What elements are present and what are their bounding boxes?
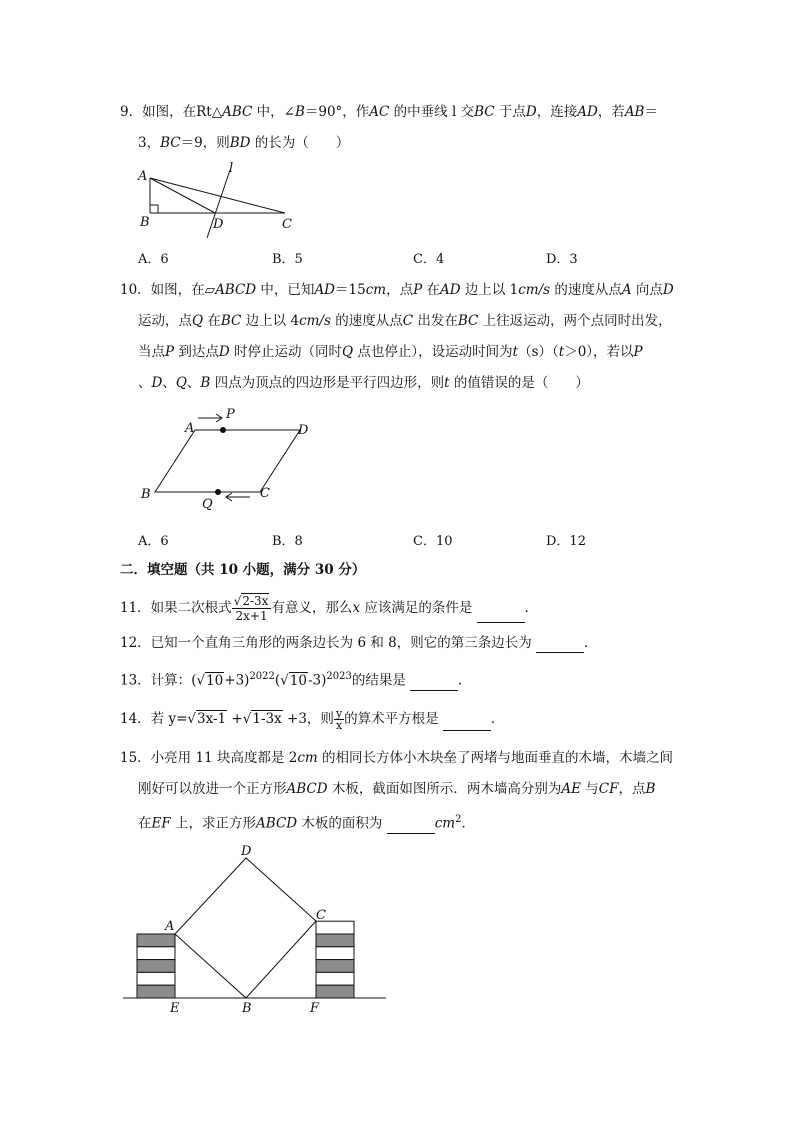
q9-line1: 9．如图，在Rt△ABC 中，∠B＝90°，作AC 的中垂线 l 交BC 于点D，连接AD，若AB＝ (120, 104, 658, 120)
q15-label-f: F (310, 1001, 320, 1016)
q13-answer-blank[interactable] (410, 676, 458, 691)
q11: 11．如果二次根式 $\frac{√2-3x}{2x+1}$ 有意义，那么x 应该满足的条件是 ． (120, 594, 539, 623)
q10-label-c: C (260, 486, 270, 501)
q12: 12．已知一个直角三角形的两条边长为 6 和 8，则它的第三条边长为 ． (120, 635, 598, 651)
q10-line1: 10．如图，在▱ABCD 中，已知AD＝15cm，点P 在AD 边上以 1cm/s 的速度从点A 向点D (120, 282, 674, 298)
q15-right-wall (316, 921, 354, 998)
q14-fraction: $\frac{y}{x}$ (335, 707, 343, 732)
q15-left-wall (137, 934, 175, 998)
q10-option-c[interactable]: C．10 (413, 534, 453, 549)
q9-label-d: D (213, 217, 224, 232)
q9-options (138, 248, 638, 268)
q9-line2: 3，BC＝9，则BD 的长为（ ） (138, 135, 350, 151)
q14: 14．若 y=√3x-1 +√1-3x +3，则 $\frac{y}{x}$ 的算术平方根是 ． (120, 707, 505, 732)
q10-figure (138, 402, 328, 514)
q12-answer-blank[interactable] (536, 638, 584, 653)
q9-option-c[interactable]: C．4 (413, 252, 445, 267)
q10-line2: 运动，点Q 在BC 边上以 4cm/s 的速度从点C 出发在BC 上往返运动，两个点同时出发， (138, 313, 672, 329)
q10-label-q: Q (202, 497, 213, 512)
q10-option-b[interactable]: B．8 (272, 534, 303, 549)
q10-options (138, 530, 638, 550)
q15-label-a: A (165, 919, 175, 934)
q9-label-b: B (140, 215, 150, 230)
q9-figure (130, 158, 300, 240)
q9-option-b[interactable]: B．5 (272, 252, 303, 267)
q9-label-l: l (229, 161, 234, 176)
q10-label-a: A (185, 421, 195, 436)
q15-line1: 15．小亮用 11 块高度都是 2cm 的相同长方体小木块垒了两堵与地面垂直的木墙，木墙之间 (120, 750, 673, 766)
q15-label-e: E (170, 1001, 180, 1016)
q15-line3: 在EF 上，求正方形ABCD 木板的面积为 $cm^2$． (138, 814, 475, 832)
q15-label-d: D (241, 844, 252, 859)
q15-figure (120, 838, 392, 1018)
q15-answer-blank[interactable] (387, 819, 435, 834)
q10-label-d: D (298, 423, 309, 438)
q9-option-d[interactable]: D．3 (546, 252, 578, 267)
q9-label-c: C (282, 217, 292, 232)
q15-label-c: C (316, 908, 326, 923)
q15-line2: 刚好可以放进一个正方形ABCD 木板，截面如图所示．两木墙高分别为AE 与CF，点B (138, 781, 656, 797)
q9-label-a: A (138, 169, 148, 184)
q14-answer-blank[interactable] (443, 716, 491, 731)
q15-label-b: B (242, 1001, 252, 1016)
q10-line3: 当点P 到达点D 时停止运动（同时Q 点也停止），设运动时间为t（s）（t＞0），若以P (138, 344, 643, 360)
q9-option-a[interactable]: A．6 (138, 252, 169, 267)
q10-option-a[interactable]: A．6 (138, 534, 169, 549)
q10-label-b: B (141, 487, 151, 502)
q11-fraction: $\frac{√2-3x}{2x+1}$ (232, 594, 272, 623)
q13: 13．计算：$(√10+3)^{2022}(√10-3)^{2023}$的结果是 ． (120, 671, 472, 689)
q11-answer-blank[interactable] (477, 608, 525, 623)
section-title-fill-in: 二．填空题（共 10 小题，满分 30 分） (120, 562, 366, 578)
q10-line4: 、D、Q、B 四点为顶点的四边形是平行四边形，则t 的值错误的是（ ） (138, 375, 589, 391)
q10-option-d[interactable]: D．12 (546, 534, 586, 549)
q10-label-p: P (226, 407, 235, 422)
